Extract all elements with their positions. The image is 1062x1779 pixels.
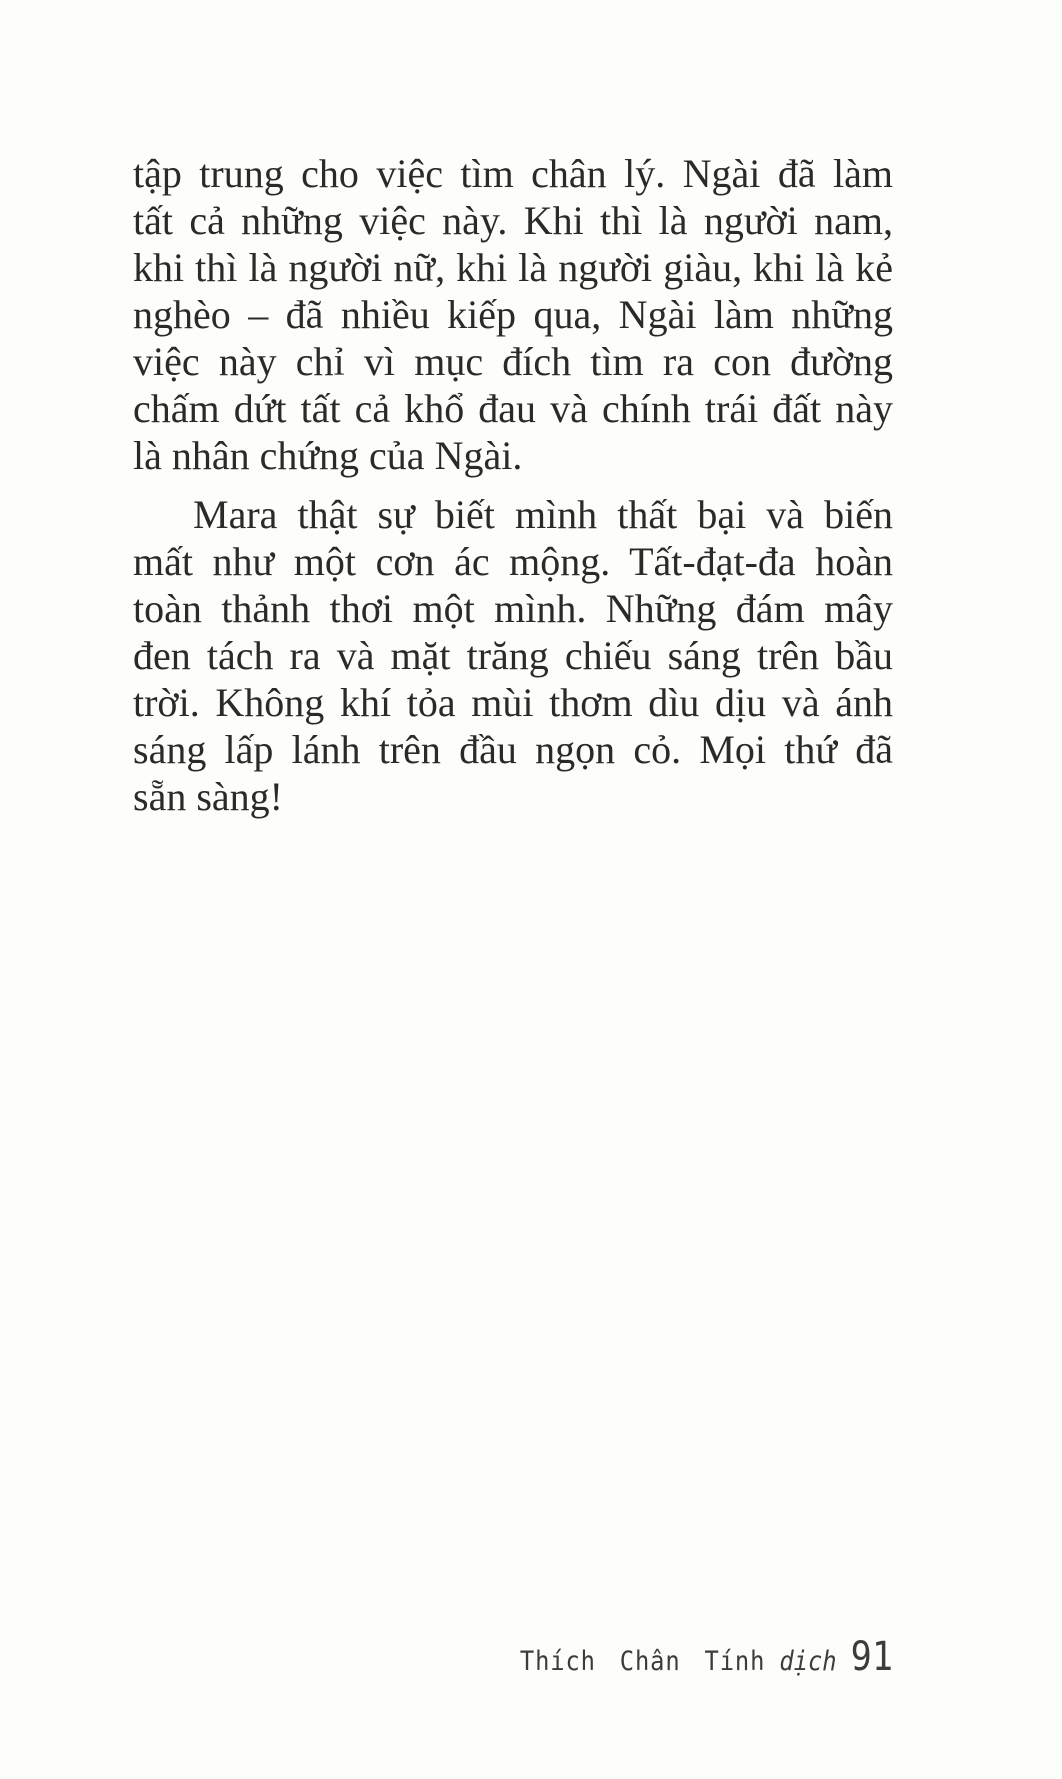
text-line: sáng lấp lánh trên đầu ngọn cỏ. Mọi thứ đã: [133, 727, 893, 772]
text-line: đen tách ra và mặt trăng chiếu sáng trên bầu: [133, 633, 893, 678]
text-line: Mara thật sự biết mình thất bại và biến: [193, 492, 893, 537]
translator-role: dịch: [779, 1646, 837, 1677]
text-line: mất như một cơn ác mộng. Tất-đạt-đa hoàn: [133, 539, 893, 584]
paragraph-2: [133, 491, 893, 820]
paragraph-1: [133, 150, 893, 479]
text-line: khi thì là người nữ, khi là người giàu, khi là kẻ: [133, 245, 893, 290]
translator-name: Thích Chân Tính: [519, 1646, 766, 1677]
text-line: nghèo – đã nhiều kiếp qua, Ngài làm những: [133, 292, 893, 337]
text-line: việc này chỉ vì mục đích tìm ra con đường: [133, 339, 893, 384]
text-line: là nhân chứng của Ngài.: [133, 433, 523, 478]
text-line: toàn thảnh thơi một mình. Những đám mây: [133, 586, 893, 631]
text-line: tất cả những việc này. Khi thì là người nam,: [133, 198, 893, 243]
text-line: sẵn sàng!: [133, 774, 283, 819]
text-line: trời. Không khí tỏa mùi thơm dìu dịu và ánh: [133, 680, 893, 725]
text-line: tập trung cho việc tìm chân lý. Ngài đã làm: [133, 151, 893, 196]
text-block: [133, 150, 893, 820]
page-number: 91: [850, 1634, 893, 1680]
text-line: chấm dứt tất cả khổ đau và chính trái đất này: [133, 386, 893, 431]
page-footer: [520, 1634, 893, 1680]
